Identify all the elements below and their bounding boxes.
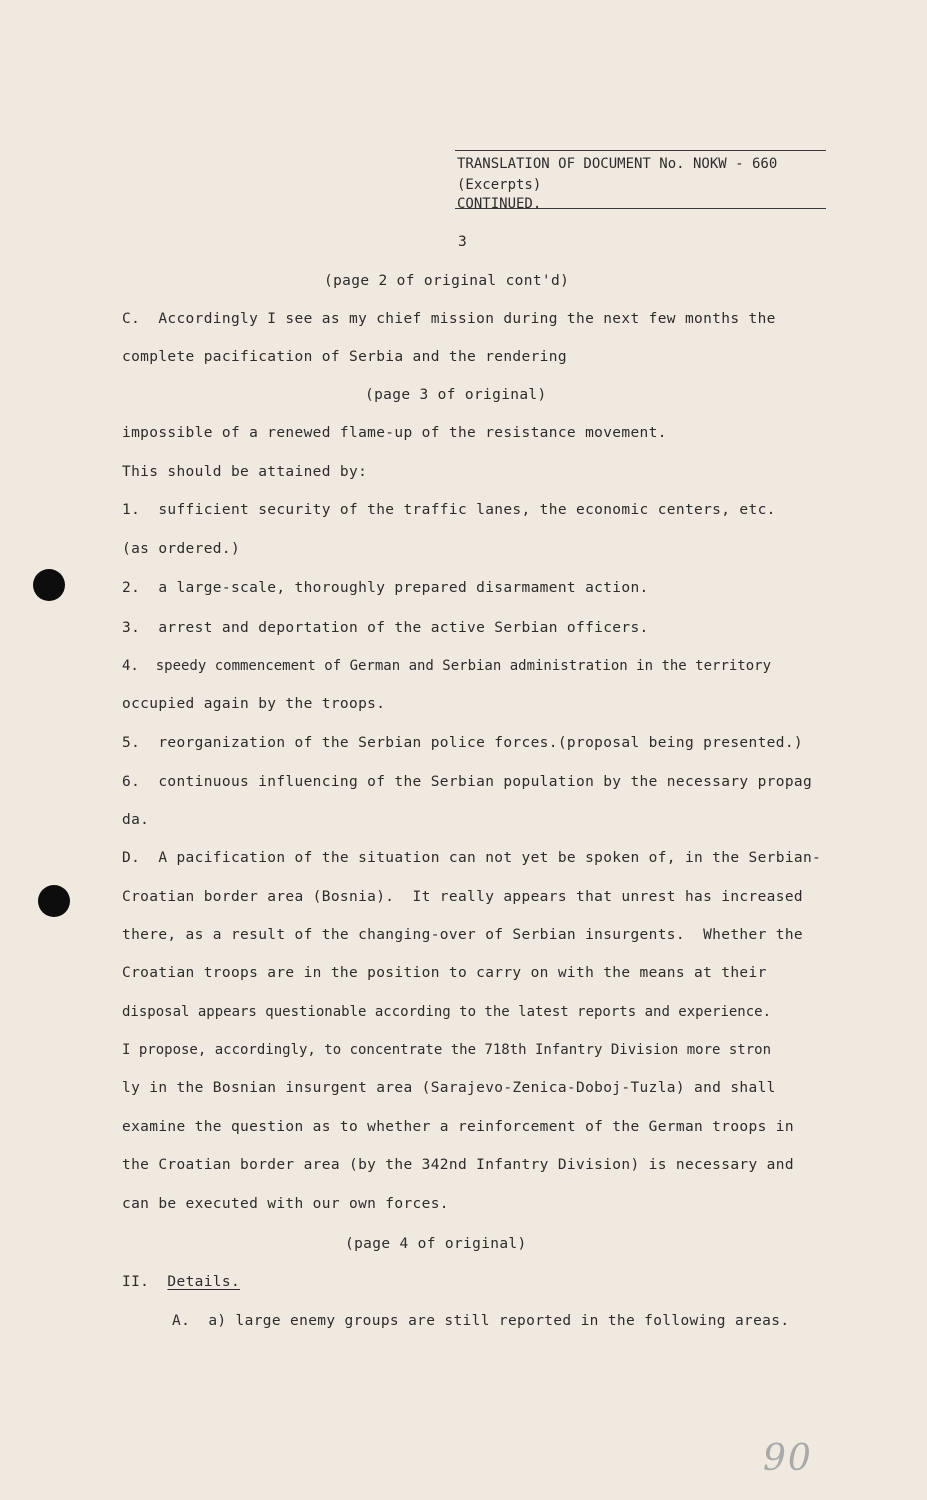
body-line: This should be attained by:: [122, 464, 368, 480]
handwritten-folio-number: 90: [763, 1438, 813, 1479]
body-line: Croatian border area (Bosnia). It really appears that unrest has increased: [122, 889, 803, 905]
header-title: TRANSLATION OF DOCUMENT No. NOKW - 660: [457, 156, 778, 172]
body-line: ly in the Bosnian insurgent area (Sarajevo-Zenica-Doboj-Tuzla) and shall: [122, 1080, 776, 1096]
body-line: I propose, accordingly, to concentrate the 718th Infantry Division more stron: [122, 1042, 772, 1058]
body-line: (as ordered.): [122, 541, 241, 557]
body-line: the Croatian border area (by the 342nd Infantry Division) is necessary and: [122, 1157, 794, 1173]
list-item: 4. speedy commencement of German and Serbian administration in the territory: [122, 658, 772, 674]
body-line: examine the question as to whether a reinforcement of the German troops in: [122, 1119, 794, 1135]
list-item: 1. sufficient security of the traffic lanes, the economic centers, etc.: [122, 502, 776, 518]
list-item: 2. a large-scale, thoroughly prepared disarmament action.: [122, 580, 649, 596]
page-marker: (page 2 of original cont'd): [324, 273, 570, 289]
body-line: there, as a result of the changing-over of Serbian insurgents. Whether the: [122, 927, 803, 943]
section-title: Details.: [167, 1274, 241, 1290]
punch-hole-top: [33, 569, 65, 601]
body-line: can be executed with our own forces.: [122, 1196, 449, 1212]
body-line: complete pacification of Serbia and the rendering: [122, 349, 567, 365]
body-line: Croatian troops are in the position to carry on with the means at their: [122, 965, 767, 981]
header-continued: CONTINUED.: [457, 196, 542, 212]
body-line: A. a) large enemy groups are still reported in the following areas.: [172, 1313, 790, 1329]
body-line: D. A pacification of the situation can not yet be spoken of, in the Serbian-: [122, 850, 822, 866]
list-item: 3. arrest and deportation of the active Serbian officers.: [122, 620, 649, 636]
body-line: da.: [122, 812, 150, 828]
body-line: disposal appears questionable according to the latest reports and experience.: [122, 1004, 772, 1020]
header-top-rule: [455, 150, 826, 151]
body-line: occupied again by the troops.: [122, 696, 386, 712]
page-marker: (page 4 of original): [345, 1236, 527, 1252]
section-heading: [122, 1273, 240, 1291]
page-marker: (page 3 of original): [365, 387, 547, 403]
body-line: C. Accordingly I see as my chief mission during the next few months the: [122, 311, 776, 327]
section-number: II.: [122, 1274, 168, 1290]
punch-hole-bottom: [38, 885, 70, 917]
list-item: 5. reorganization of the Serbian police forces.(proposal being presented.): [122, 735, 803, 751]
list-item: 6. continuous influencing of the Serbian population by the necessary propag: [122, 774, 813, 790]
header-subtitle: (Excerpts): [457, 177, 542, 193]
page-number: 3: [458, 234, 468, 250]
body-line: impossible of a renewed flame-up of the resistance movement.: [122, 425, 667, 441]
header-bottom-rule: [455, 208, 826, 209]
